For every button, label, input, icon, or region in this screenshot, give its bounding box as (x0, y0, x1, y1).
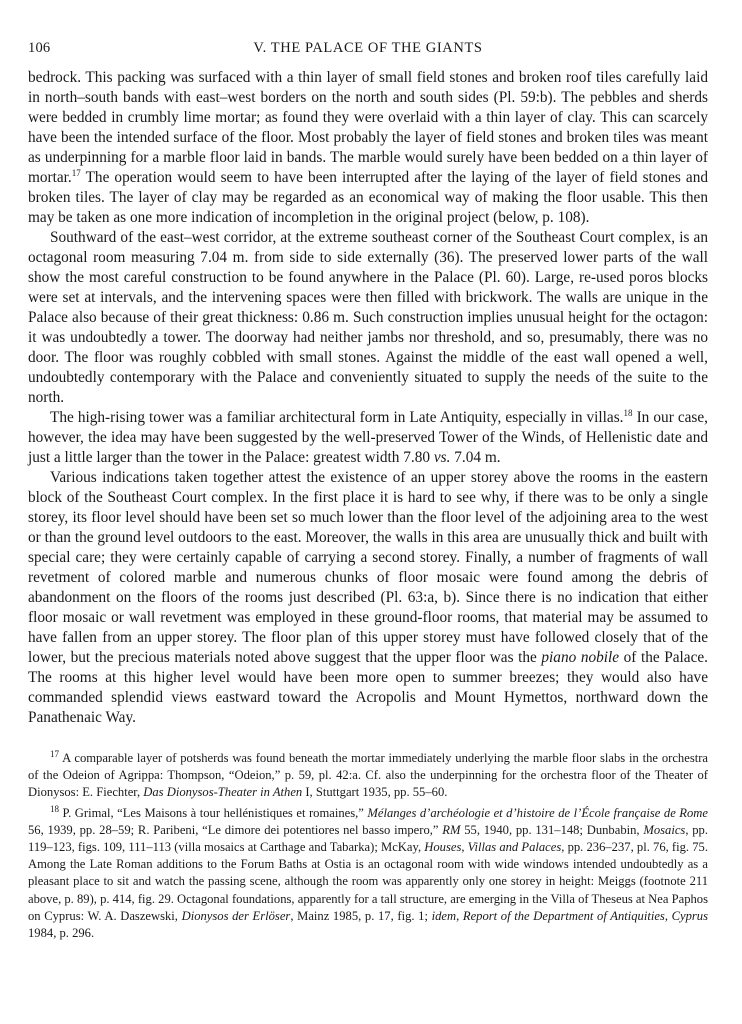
italic-text: vs. (433, 449, 451, 466)
italic-text: Dionysos der Erlöser (181, 908, 291, 923)
italic-text: Houses, Villas and Palaces (424, 840, 562, 855)
body-text (28, 68, 708, 728)
text-run: P. Grimal, “Les Maisons à tour hellénistiques et romaines,” (59, 805, 368, 820)
footnote-marker: 18 (623, 407, 633, 418)
running-head: V. THE PALACE OF THE GIANTS (253, 40, 483, 56)
body-paragraph (28, 68, 708, 228)
text-run: 1984, p. 296. (28, 926, 95, 941)
italic-text: Mosaics (643, 822, 686, 837)
page-header (28, 40, 708, 66)
italic-text: Report of the Department of Antiquities, Cyprus (462, 908, 709, 923)
text-run: bedrock. This packing was surfaced with a thin layer of small field stones and broken roof tiles carefully laid in north–south bands with east–west borders on the north and south sides (Pl. 59:b). The pebbles and sherds were bedded in crumbly lime mortar; as found they were overlaid with a thin layer of clay. This can scarcely have been the intended surface of the floor. Most probably the layer of field stones and broken tiles was meant as underpinning for a marble floor laid in bands. The marble would surely have been bedded on a thin layer of mortar. (28, 69, 708, 186)
body-paragraph (28, 468, 708, 728)
italic-text: RM (442, 822, 461, 837)
text-run: , (456, 908, 463, 923)
text-run: 56, 1939, pp. 28–59; R. Paribeni, “Le dimore dei potentiores nel basso impero,” (28, 822, 443, 837)
italic-text: Mélanges d’archéologie et d’histoire de l’École française de Rome (367, 805, 708, 820)
footnote-17 (28, 750, 708, 802)
book-page (28, 40, 708, 942)
footnote-marker: 17 (50, 748, 59, 759)
text-run: The operation would seem to have been interrupted after the laying of the layer of field stones and broken tiles. The layer of clay may be regarded as an economical way of making the floor usable. This then may be taken as one more indication of incompletion in the original project (below, p. 108). (28, 169, 708, 226)
text-run: The high-rising tower was a familiar architectural form in Late Antiquity, especially in villas. (50, 409, 624, 426)
text-run: , Mainz 1985, p. 17, fig. 1; (290, 908, 432, 923)
text-run: of the Palace. The rooms at this higher level would have been more open to summer breezes; they would also have commanded splendid views eastward toward the Acropolis and Mount Hymettos, northward down the Panathenaic Way. (28, 649, 708, 726)
italic-text: Das Dionysos-Theater in Athen (143, 785, 303, 800)
italic-text: idem (431, 908, 457, 923)
body-paragraph (28, 228, 708, 408)
footnote-18 (28, 805, 708, 943)
footnote-marker: 18 (50, 803, 59, 814)
text-run: Various indications taken together attest the existence of an upper storey above the rooms in the eastern block of the Southeast Court complex. In the first place it is hard to see why, if there was to be only a single storey, its floor level should have been set so much lower than the floor level of the adjoining area to the west or than the ground level outdoors to the east. Moreover, the walls in this area are unusually thick and built with special care; they were certainly capable of carrying a second storey. Finally, a number of fragments of wall revetment of colored marble and numerous chunks of floor mosaic were found among the debris of abandonment on the floors of the rooms just described (Pl. 63:a, b). Since there is no indication that either floor mosaic or wall revetment was employed in these ground-floor rooms, that material may be assumed to have fallen from an upper storey. The floor plan of this upper storey must have followed closely that of the lower, but the precious materials noted above suggest that the upper floor was the (28, 469, 708, 666)
text-run: , pp. 119–123, figs. 109, 111–113 (villa mosaics at Carthage and Tabarka); McKay, (28, 822, 708, 855)
text-run: , pp. 236–237, pl. 76, fig. 75. Among the Late Roman additions to the Forum Baths at Ostia is an octagonal room with wide windows intended undoubtedly as a pleasant place to sit and watch the passing scene, although the room was apparently only one storey in height: Meiggs (footnote 211 above, p. 89), p. 414, fig. 29. Octagonal foundations, apparently for a tall structure, are emerging in the Villa of Theseus at Nea Paphos on Cyprus: W. A. Daszewski, (28, 840, 708, 923)
footnotes (28, 750, 708, 942)
body-paragraph (28, 408, 708, 468)
text-run: I, Stuttgart 1935, pp. 55–60. (302, 785, 448, 800)
text-run: 7.04 m. (450, 449, 501, 466)
text-run: Southward of the east–west corridor, at the extreme southeast corner of the Southeast Court complex, is an octagonal room measuring 7.04 m. from side to side externally (36). The preserved lower parts of the wall show the most careful construction to be found anywhere in the Palace (Pl. 60). Large, re-used poros blocks were set at intervals, and the intervening spaces were then filled with brickwork. The walls are unique in the Palace also because of their great thickness: 0.86 m. Such construction implies unusual height for the octagon: it was undoubtedly a tower. The doorway had neither jambs nor threshold, and so, presumably, there was no door. The floor was roughly cobbled with small stones. Against the middle of the east wall opened a well, undoubtedly contemporary with the Palace and conveniently situated to supply the needs of the suite to the north. (28, 229, 708, 406)
page-number: 106 (28, 40, 51, 56)
footnote-marker: 17 (71, 167, 81, 178)
text-run: A comparable layer of potsherds was found beneath the mortar immediately underlying the marble floor slabs in the orchestra of the Odeion of Agrippa: Thompson, “Odeion,” p. 59, pl. 42:a. Cf. also the underpinning for the orchestra floor of the Theater of Dionysos: E. Fiechter, (28, 751, 708, 800)
text-run: 55, 1940, pp. 131–148; Dunbabin, (460, 822, 644, 837)
text-run: In our case, however, the idea may have been suggested by the well-preserved Tower of the Winds, of Hellenistic date and just a little larger than the tower in the Palace: greatest width 7.80 (28, 409, 708, 466)
italic-text: piano nobile (541, 649, 620, 666)
